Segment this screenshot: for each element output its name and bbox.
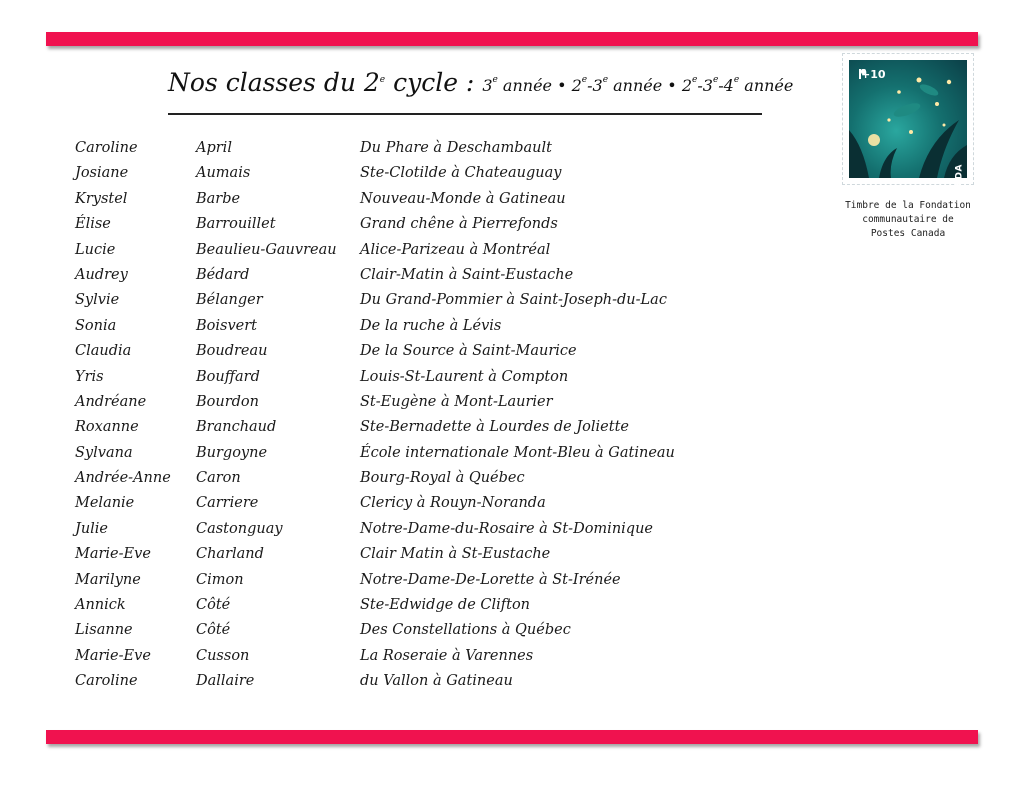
last-name-cell: Bouffard — [196, 368, 260, 385]
title-subtitle-part: année — [739, 76, 794, 95]
school-cell: Clair Matin à St-Eustache — [360, 546, 551, 563]
last-name-cell: Barbe — [196, 190, 241, 207]
stamp-caption-line: Timbre de la Fondation — [845, 200, 971, 211]
first-name-cell: Andrée-Anne — [75, 470, 171, 487]
school-cell: Clericy à Rouyn-Noranda — [360, 495, 546, 512]
stamp-caption-line: Postes Canada — [870, 228, 946, 239]
last-name-cell: Branchaud — [196, 419, 277, 436]
first-name-cell: Caroline — [75, 673, 138, 690]
school-cell: Ste-Bernadette à Lourdes de Joliette — [360, 419, 630, 436]
page-title — [168, 68, 794, 97]
first-name-cell: Marilyne — [75, 571, 141, 588]
school-cell: Des Constellations à Québec — [360, 622, 571, 639]
title-subtitle-sup: e — [581, 75, 588, 85]
stamp-caption-line: communautaire de — [862, 214, 954, 225]
school-cell: St-Eugène à Mont-Laurier — [360, 393, 553, 410]
last-name-cell: Côté — [196, 597, 231, 614]
first-name-cell: Audrey — [75, 266, 128, 283]
school-cell: Notre-Dame-du-Rosaire à St-Dominique — [360, 520, 654, 537]
school-cell: Du Grand-Pommier à Saint-Joseph-du-Lac — [360, 292, 667, 309]
first-name-cell: Élise — [75, 216, 111, 233]
school-cell: Grand chêne à Pierrefonds — [360, 216, 558, 233]
first-name-cell: Roxanne — [75, 419, 139, 436]
first-name-cell: Krystel — [75, 190, 128, 207]
last-name-cell: Barrouillet — [196, 216, 276, 233]
stamp-value: +10 — [861, 68, 886, 81]
first-name-cell: Andréane — [75, 393, 147, 410]
last-name-cell: Bélanger — [196, 292, 263, 309]
title-subtitle-part: -3 — [697, 76, 713, 95]
school-cell: Louis-St-Laurent à Compton — [360, 368, 569, 385]
last-name-cell: Cusson — [196, 647, 250, 664]
first-name-cell: Melanie — [75, 495, 135, 512]
school-cell: De la ruche à Lévis — [360, 317, 502, 334]
last-name-cell: Bourdon — [196, 393, 260, 410]
title-main: Nos classes du 2e cycle : — [168, 68, 483, 97]
school-cell: Notre-Dame-De-Lorette à St-Irénée — [360, 571, 621, 588]
first-name-cell: Marie-Eve — [75, 647, 151, 664]
title-subtitle-sup: e — [712, 75, 719, 85]
school-cell: du Vallon à Gatineau — [360, 673, 513, 690]
first-name-cell: Yris — [75, 368, 104, 385]
title-subtitle-sup: e — [733, 75, 740, 85]
last-name-cell: Dallaire — [196, 673, 255, 690]
school-cell: Ste-Clotilde à Chateauguay — [360, 165, 562, 182]
first-name-cell: Marie-Eve — [75, 546, 151, 563]
last-name-cell: Caron — [196, 470, 241, 487]
school-cell: La Roseraie à Varennes — [360, 647, 534, 664]
bottom-accent-bar — [46, 730, 978, 744]
last-name-cell: Côté — [196, 622, 231, 639]
last-name-cell: Cimon — [196, 571, 244, 588]
last-name-cell: Burgoyne — [196, 444, 268, 461]
title-subtitle-part: 3 — [482, 76, 493, 95]
first-name-cell: Sylvie — [75, 292, 120, 309]
first-name-cell: Lisanne — [75, 622, 133, 639]
last-name-cell: Carriere — [196, 495, 259, 512]
school-cell: École internationale Mont-Bleu à Gatineau — [360, 444, 675, 461]
school-cell: Ste-Edwidge de Clifton — [360, 597, 531, 614]
first-name-cell: Sonia — [75, 317, 117, 334]
school-cell: Du Phare à Deschambault — [360, 140, 552, 156]
title-subtitle — [482, 76, 793, 95]
school-cell: Clair-Matin à Saint-Eustache — [360, 266, 574, 283]
last-name-cell: Castonguay — [196, 520, 283, 537]
title-underline — [168, 113, 762, 115]
last-name-cell: Charland — [196, 546, 264, 563]
title-subtitle-part: -3 — [587, 76, 603, 95]
first-name-cell: Julie — [75, 520, 109, 537]
school-cell: Bourg-Royal à Québec — [360, 470, 525, 487]
first-name-cell: Sylvana — [75, 444, 133, 461]
title-subtitle-sup: e — [492, 75, 498, 85]
last-name-cell: Boudreau — [196, 343, 268, 360]
title-subtitle-part: -4 — [718, 76, 734, 95]
first-name-cell: Caroline — [75, 140, 138, 156]
title-subtitle-part: année • 2 — [608, 76, 693, 95]
last-name-cell: Aumais — [196, 165, 251, 182]
last-name-cell: April — [196, 140, 232, 156]
stamp-caption — [830, 199, 986, 241]
title-subtitle-sup: e — [692, 75, 698, 85]
last-name-cell: Boisvert — [196, 317, 257, 334]
title-subtitle-part: année • 2 — [497, 76, 582, 95]
first-name-cell: Annick — [75, 597, 126, 614]
school-cell: Nouveau-Monde à Gatineau — [360, 190, 566, 207]
last-name-cell: Beaulieu-Gauvreau — [196, 241, 337, 258]
first-name-cell: Claudia — [75, 343, 132, 360]
school-cell: De la Source à Saint-Maurice — [360, 343, 577, 360]
stamp-country: CANADA — [955, 164, 965, 210]
top-accent-bar — [46, 32, 978, 46]
school-cell: Alice-Parizeau à Montréal — [360, 241, 551, 258]
last-name-cell: Bédard — [196, 266, 250, 283]
first-name-cell: Josiane — [75, 165, 129, 182]
first-name-cell: Lucie — [75, 241, 116, 258]
title-subtitle-sup: e — [602, 75, 609, 85]
